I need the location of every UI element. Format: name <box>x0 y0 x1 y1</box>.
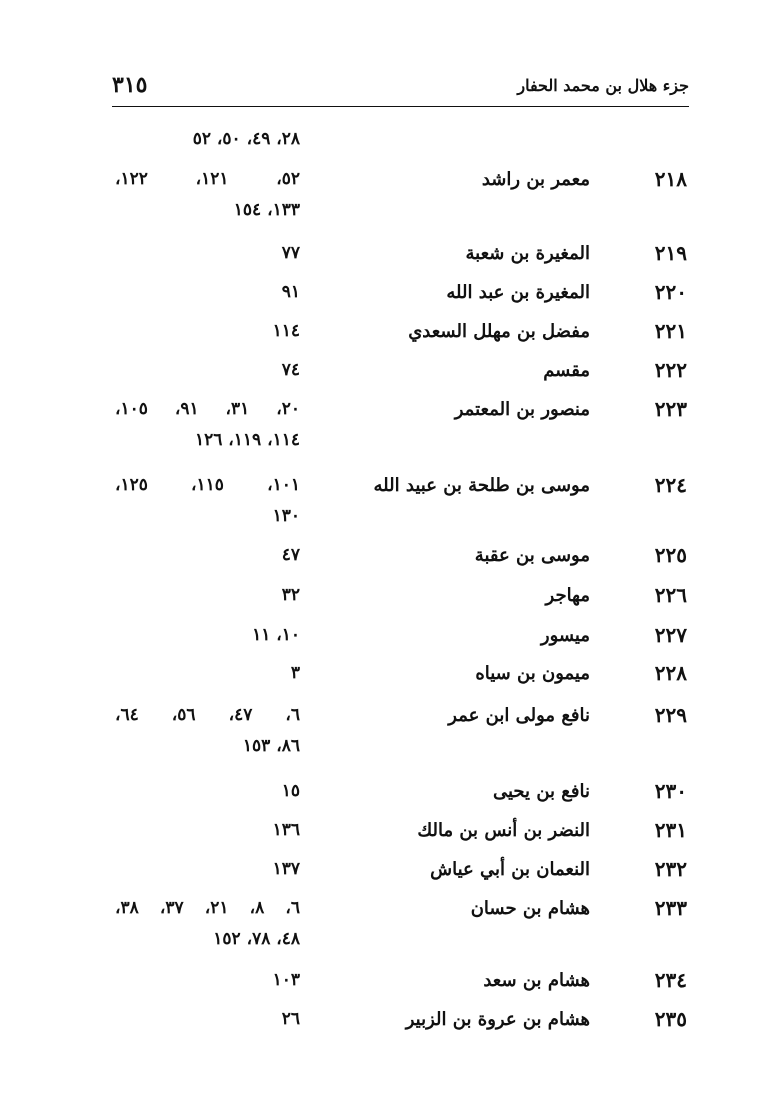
entry-number: ٢٢٦ <box>654 583 687 607</box>
page-refs-line: ٣٢ <box>281 585 300 605</box>
entry-number: ٢٢٧ <box>654 623 687 647</box>
page-refs-line: ١٣٣، ١٥٤ <box>233 200 300 220</box>
entry-pages <box>115 394 300 456</box>
page-refs-line: ٥٢، ١٢١، ١٢٢، <box>115 169 301 189</box>
entry-number: ٢٣٤ <box>654 968 687 992</box>
page-refs-line: ١٠٣ <box>272 970 300 990</box>
entry-pages <box>115 580 300 611</box>
entry-number: ٢١٩ <box>654 241 687 265</box>
entry-pages <box>115 316 300 347</box>
entry-name: نافع مولى ابن عمر <box>448 705 590 726</box>
entry-name: هشام بن عروة بن الزبير <box>405 1009 590 1030</box>
page-refs-line: ٧٧ <box>281 243 300 263</box>
entry-name: موسى بن طلحة بن عبيد الله <box>373 475 590 496</box>
entry-number: ٢١٨ <box>654 167 687 191</box>
entry-name: هشام بن سعد <box>483 970 590 991</box>
page-refs-line: ٤٧ <box>281 545 300 565</box>
page-refs-line: ٣ <box>290 663 300 683</box>
entry-number: ٢٣١ <box>654 818 687 842</box>
entry-number: ٢٢٨ <box>654 661 687 685</box>
page-refs-line: ٢٨، ٤٩، ٥٠، ٥٢ <box>192 129 300 149</box>
entry-number: ٢٢٤ <box>654 473 687 497</box>
page-refs-line: ١٥ <box>281 781 300 801</box>
entry-pages <box>115 1004 300 1035</box>
entry-pages <box>115 776 300 807</box>
entry-pages <box>115 164 300 226</box>
entry-pages <box>115 700 300 762</box>
entry-name: النضر بن أنس بن مالك <box>417 820 590 841</box>
entry-number: ٢٢٢ <box>654 358 687 382</box>
page-refs-line: ٦، ٨، ٢١، ٣٧، ٣٨، <box>115 898 301 918</box>
entry-pages <box>115 965 300 996</box>
entry-pages <box>115 355 300 386</box>
entry-pages <box>115 815 300 846</box>
entry-number: ٢٢٩ <box>654 703 687 727</box>
entry-name: مقسم <box>543 360 590 381</box>
page-refs-line: ١٣٦ <box>272 820 300 840</box>
entry-pages <box>115 854 300 885</box>
entry-name: موسى بن عقبة <box>474 545 590 566</box>
entry-name: مهاجر <box>545 585 590 606</box>
page-refs-line: ١٠، ١١ <box>252 625 300 645</box>
continuation-pages <box>115 124 300 155</box>
entry-number: ٢٣٢ <box>654 857 687 881</box>
page-refs-line: ١٣٠ <box>272 506 300 526</box>
page-refs-line: ٦، ٤٧، ٥٦، ٦٤، <box>115 705 301 725</box>
page-number: ٣١٥ <box>112 72 148 98</box>
entry-name: ميسور <box>540 625 590 646</box>
entry-name: مفضل بن مهلل السعدي <box>408 321 590 342</box>
entry-pages <box>115 620 300 651</box>
entry-pages <box>115 893 300 955</box>
entry-number: ٢٢٣ <box>654 397 687 421</box>
page-refs-line: ٤٨، ٧٨، ١٥٢ <box>213 929 300 949</box>
entry-pages <box>115 658 300 689</box>
entry-pages <box>115 238 300 269</box>
entry-number: ٢٣٣ <box>654 896 687 920</box>
entry-name: منصور بن المعتمر <box>454 399 590 420</box>
page-refs-line: ١٣٧ <box>272 859 300 879</box>
entry-name: النعمان بن أبي عياش <box>430 859 590 880</box>
entry-name: ميمون بن سياه <box>475 663 590 684</box>
page-refs-line: ٨٦، ١٥٣ <box>242 736 300 756</box>
entry-name: هشام بن حسان <box>470 898 590 919</box>
page-refs-line: ٩١ <box>281 282 300 302</box>
running-title: جزء هلال بن محمد الحفار <box>517 76 689 95</box>
page-refs-line: ٧٤ <box>281 360 300 380</box>
entry-name: المغيرة بن عبد الله <box>446 282 590 303</box>
page-refs-line: ١٠١، ١١٥، ١٢٥، <box>115 475 300 495</box>
page-refs-line: ٢٠، ٣١، ٩١، ١٠٥، <box>115 399 301 419</box>
entry-pages <box>115 277 300 308</box>
entry-number: ٢٣٥ <box>654 1007 687 1031</box>
entry-number: ٢٢٠ <box>654 280 687 304</box>
page-refs-line: ١١٤ <box>272 321 300 341</box>
entry-number: ٢٢٥ <box>654 543 687 567</box>
entry-name: المغيرة بن شعبة <box>465 243 590 264</box>
page-refs-line: ١١٤، ١١٩، ١٢٦ <box>194 430 300 450</box>
entry-name: نافع بن يحيى <box>493 781 590 802</box>
page-refs-line: ٢٦ <box>281 1009 300 1029</box>
entry-number: ٢٣٠ <box>654 779 687 803</box>
entry-number: ٢٢١ <box>654 319 687 343</box>
entry-pages <box>115 540 300 571</box>
entry-pages <box>115 470 300 532</box>
entry-name: معمر بن راشد <box>481 169 590 190</box>
